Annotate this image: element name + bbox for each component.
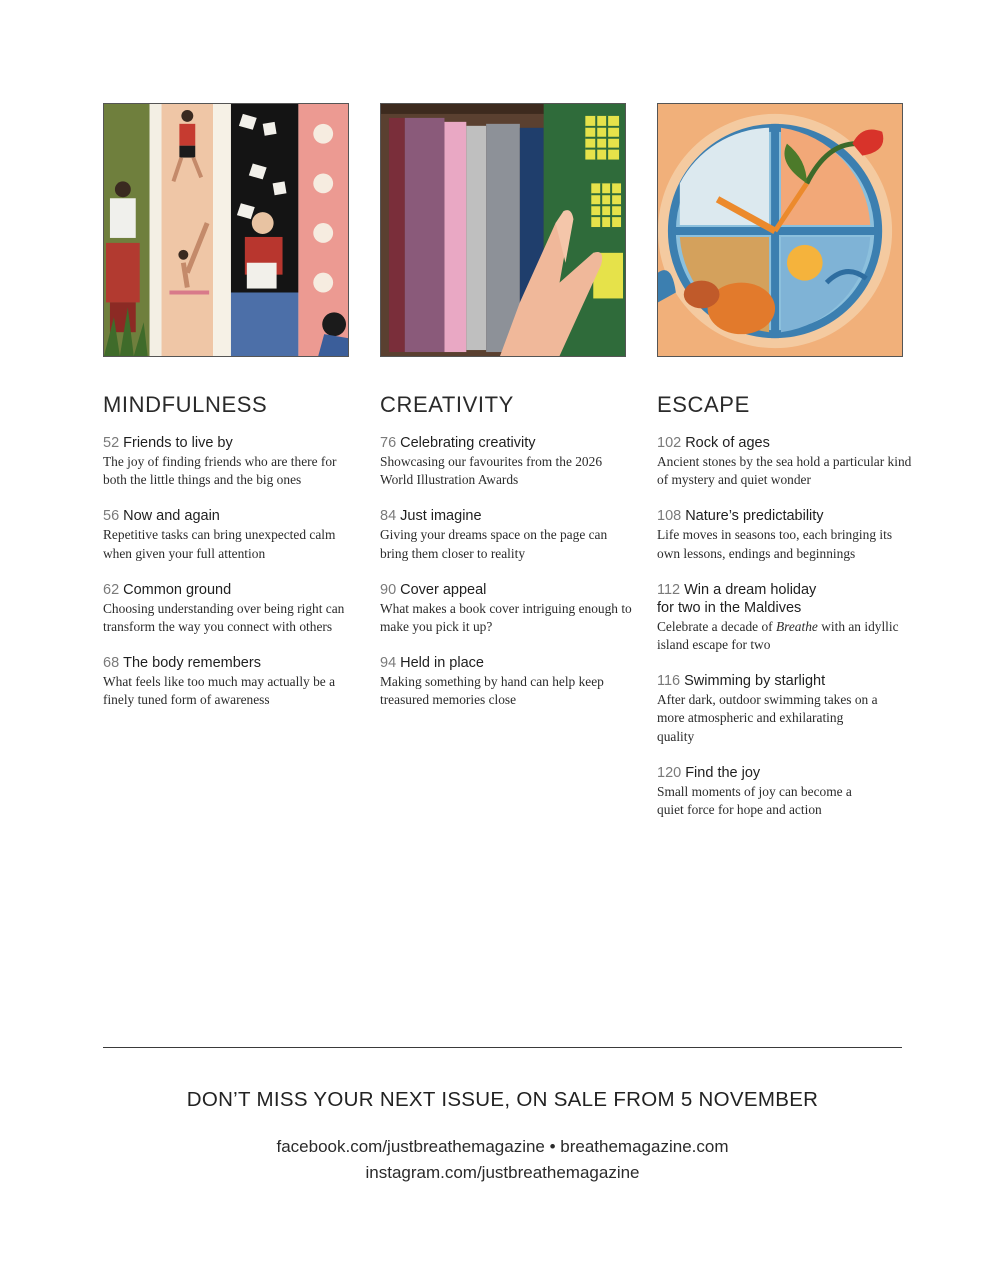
entry-heading (103, 654, 358, 672)
page-number: 76 (380, 435, 397, 451)
entry-heading (380, 507, 635, 525)
entry-heading (380, 581, 635, 599)
section-title: MINDFULNESS (103, 392, 268, 417)
toc-entry[interactable] (103, 581, 358, 636)
links-line-1[interactable]: facebook.com/justbreathemagazine • breathemagazine.com (276, 1137, 729, 1156)
entry-title: Friends to live by (123, 435, 233, 451)
entry-description: Showcasing our favourites from the 2026 World Illustration Awards (380, 454, 603, 488)
entry-description: Making something by hand can help keep treasured memories close (380, 674, 604, 708)
page-number: 90 (380, 581, 397, 598)
entry-heading (380, 654, 635, 672)
entry-title: Held in place (400, 655, 484, 672)
creativity-artwork (381, 104, 625, 356)
creativity-illustration (380, 103, 626, 357)
entry-heading (103, 434, 358, 452)
entry-title: Win a dream holiday for two in the Maldives (657, 581, 817, 616)
page-number: 52 (103, 435, 120, 451)
entry-description: Small moments of joy can become a quiet force for hope and action (657, 783, 852, 818)
page-number: 108 (657, 508, 682, 525)
page-number: 116 (657, 673, 681, 690)
entry-description: Life moves in seasons too, each bringing its own lessons, endings and beginnings (657, 527, 893, 561)
mindfulness-artwork (104, 104, 348, 356)
page-number: 84 (380, 508, 397, 525)
entry-title: Find the joy (685, 764, 761, 781)
page-number: 102 (657, 435, 682, 451)
entry-heading (657, 581, 827, 617)
page-number: 62 (103, 581, 120, 598)
toc-entry[interactable] (657, 764, 912, 819)
entry-description: After dark, outdoor swimming takes on a more atmospheric and exhilarating quality (657, 692, 878, 744)
entry-description-text: Celebrate a decade of (657, 618, 776, 634)
entry-title: Just imagine (400, 508, 482, 525)
entry-description-text: with an idyllic island escape for two (657, 618, 899, 653)
section-title: CREATIVITY (380, 392, 514, 417)
section-mindfulness (103, 392, 358, 728)
entry-description (657, 618, 912, 654)
escape-illustration (657, 103, 903, 357)
escape-artwork (658, 104, 902, 356)
toc-entry[interactable] (380, 434, 635, 489)
entry-title: Cover appeal (400, 581, 487, 598)
page-number: 56 (103, 508, 120, 525)
toc-entry[interactable] (380, 654, 635, 709)
next-issue-banner: DON’T MISS YOUR NEXT ISSUE, ON SALE FROM 5 NOVEMBER (186, 1088, 819, 1111)
entry-title: Common ground (123, 581, 232, 598)
links-line-2[interactable]: instagram.com/justbreathemagazine (365, 1163, 640, 1182)
entry-title: The body remembers (123, 655, 261, 672)
social-links (0, 1134, 988, 1186)
entry-description: Choosing understanding over being right can transform the way you connect with others (103, 600, 345, 635)
entry-description: Giving your dreams space on the page can bring them closer to reality (380, 527, 608, 561)
toc-entry[interactable] (657, 581, 912, 654)
entry-heading (657, 434, 912, 452)
entry-description: Ancient stones by the sea hold a particular kind of mystery and quiet wonder (657, 454, 912, 488)
entry-heading (103, 581, 358, 599)
section-escape (657, 392, 912, 837)
footer-divider (103, 1047, 902, 1048)
mindfulness-illustration (103, 103, 349, 357)
page-number: 94 (380, 655, 397, 672)
entry-heading (657, 507, 912, 525)
toc-entry[interactable] (103, 434, 358, 489)
entry-title: Rock of ages (685, 435, 770, 451)
section-creativity (380, 392, 635, 728)
entry-description: The joy of finding friends who are there for both the little things and the big ones (103, 454, 337, 488)
entry-description: Repetitive tasks can bring unexpected calm when given your full attention (103, 527, 336, 561)
entry-title: Swimming by starlight (684, 673, 826, 690)
toc-entry[interactable] (657, 434, 912, 489)
entry-heading (657, 764, 912, 782)
toc-entry[interactable] (657, 507, 912, 562)
page-number: 68 (103, 655, 120, 672)
entry-title: Celebrating creativity (400, 435, 536, 451)
entry-heading (380, 434, 635, 452)
entry-title: Nature’s predictability (685, 508, 824, 525)
entry-description: What makes a book cover intriguing enough to make you pick it up? (380, 600, 632, 635)
entry-heading (657, 672, 912, 690)
entry-heading (103, 507, 358, 525)
magazine-name: Breathe (775, 618, 818, 634)
toc-entry[interactable] (103, 507, 358, 562)
toc-entry[interactable] (380, 581, 635, 636)
page-number: 120 (657, 764, 682, 781)
toc-entry[interactable] (103, 654, 358, 709)
toc-entry[interactable] (380, 507, 635, 562)
entry-title: Now and again (123, 508, 220, 525)
entry-description: What feels like too much may actually be a finely tuned form of awareness (103, 674, 336, 708)
page-number: 112 (657, 581, 681, 598)
section-title: ESCAPE (657, 392, 750, 417)
toc-entry[interactable] (657, 672, 912, 746)
